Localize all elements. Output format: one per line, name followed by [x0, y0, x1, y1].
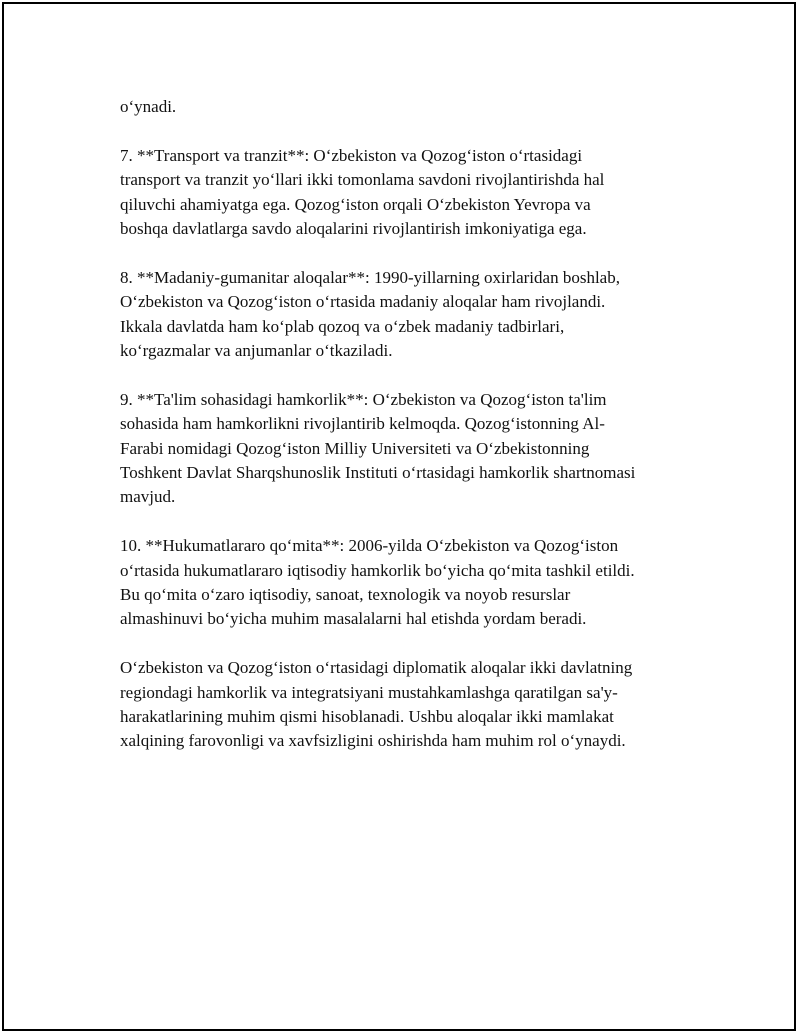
text-line: O‘zbekiston va Qozog‘iston o‘rtasidagi diplomatik aloqalar ikki davlatning	[120, 658, 633, 678]
text-line: Ikkala davlatda ham ko‘plab qozoq va o‘zbek madaniy tadbirlari,	[120, 316, 565, 336]
text-line: O‘zbekiston va Qozog‘iston o‘rtasida madaniy aloqalar ham rivojlandi.	[120, 292, 606, 312]
text-line: 10. **Hukumatlararo qo‘mita**: 2006-yilda O‘zbekiston va Qozog‘iston	[120, 536, 619, 556]
text-line: xalqining farovonligi va xavfsizligini oshirishda ham muhim rol o‘ynaydi.	[120, 731, 626, 751]
paragraph-transport-transit	[120, 144, 700, 242]
paragraph-conclusion	[120, 656, 700, 754]
text-line: 9. **Ta'lim sohasidagi hamkorlik**: O‘zbekiston va Qozog‘iston ta'lim	[120, 389, 607, 409]
text-line: transport va tranzit yo‘llari ikki tomonlama savdoni rivojlantirishda hal	[120, 170, 605, 190]
text-line: o‘ynadi.	[120, 97, 177, 116]
text-line: 7. **Transport va tranzit**: O‘zbekiston va Qozog‘iston o‘rtasidagi	[120, 145, 583, 165]
text-line: harakatlarining muhim qismi hisoblanadi. Ushbu aloqalar ikki mamlakat	[120, 707, 614, 727]
text-line: Bu qo‘mita o‘zaro iqtisodiy, sanoat, texnologik va noyob resurslar	[120, 585, 571, 605]
text-line: boshqa davlatlarga savdo aloqalarini rivojlantirish imkoniyatiga ega.	[120, 219, 587, 239]
text-line: Toshkent Davlat Sharqshunoslik Instituti o‘rtasidagi hamkorlik shartnomasi	[120, 463, 636, 483]
paragraph-intergovernmental-committee	[120, 534, 700, 632]
paragraph-continuation	[120, 95, 700, 119]
paragraph-cultural-relations	[120, 266, 700, 364]
text-line: o‘rtasida hukumatlararo iqtisodiy hamkorlik bo‘yicha qo‘mita tashkil etildi.	[120, 560, 635, 580]
text-line: sohasida ham hamkorlikni rivojlantirib kelmoqda. Qozog‘istonning Al-	[120, 414, 605, 434]
paragraph-education-cooperation	[120, 388, 700, 510]
text-line: Farabi nomidagi Qozog‘iston Milliy Universiteti va O‘zbekistonning	[120, 438, 590, 458]
text-line: regiondagi hamkorlik va integratsiyani mustahkamlashga qaratilgan sa'y-	[120, 682, 618, 702]
document-body	[120, 95, 700, 778]
document-page	[3, 3, 795, 1030]
text-line: mavjud.	[120, 487, 176, 507]
text-line: qiluvchi ahamiyatga ega. Qozog‘iston orqali O‘zbekiston Yevropa va	[120, 194, 591, 214]
text-line: almashinuvi bo‘yicha muhim masalalarni hal etishda yordam beradi.	[120, 609, 587, 629]
text-line: ko‘rgazmalar va anjumanlar o‘tkaziladi.	[120, 341, 393, 361]
text-line: 8. **Madaniy-gumanitar aloqalar**: 1990-yillarning oxirlaridan boshlab,	[120, 267, 620, 287]
